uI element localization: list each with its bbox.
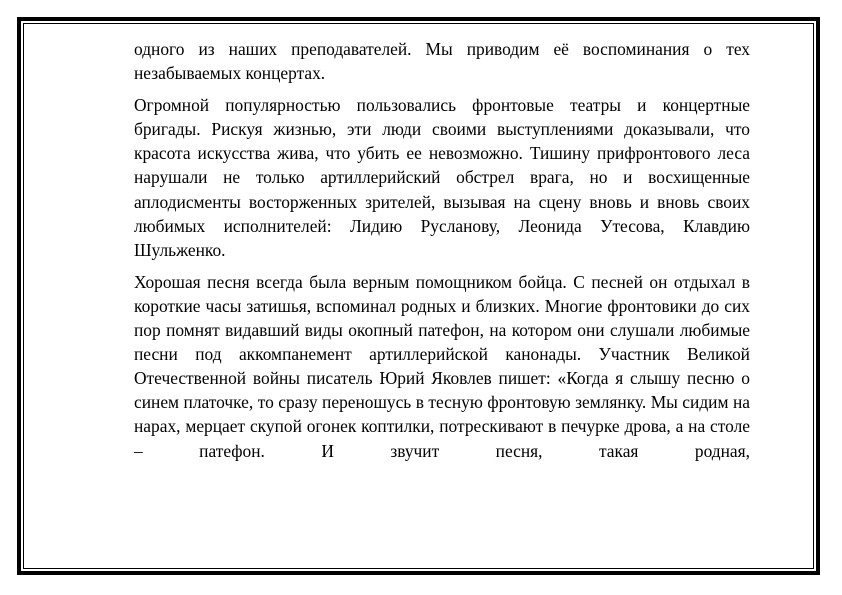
paragraph-1: одного из наших преподавателей. Мы приводим её воспоминания о тех незабываемых концертах. (134, 39, 750, 84)
paragraph-3: Хорошая песня всегда была верным помощником бойца. С песней он отдыхал в короткие часы затишья, вспоминал родных и близких. Многие фронтовики до сих пор помнят видавший виды окопный патефон, на котором они слушали любимые песни под аккомпанемент артиллерийской канонады. Участник Великой Отечественной войны писатель Юрий Яковлев пишет: «Когда я слышу песню о синем платочке, то сразу переношусь в тесную фронтовую землянку. Мы сидим на нарах, мерцает скупой огонек коптилки, потрескивают в печурке дрова, а на столе – патефон. И звучит песня, такая родная, (134, 271, 750, 461)
document-body (134, 37, 750, 471)
paragraph-2: Огромной популярностью пользовались фронтовые театры и концертные бригады. Рискуя жизнью, эти люди своими выступлениями доказывали, что красота искусства жива, что убить ее невозможно. Тишину прифронтового леса нарушали не только артиллерийский обстрел врага, но и восхищенные аплодисменты восторженных зрителей, вызывая на сцену вновь и вновь своих любимых исполнителей: Лидию Русланову, Леонида Утесова, Клавдию Шульженко. (134, 95, 750, 260)
